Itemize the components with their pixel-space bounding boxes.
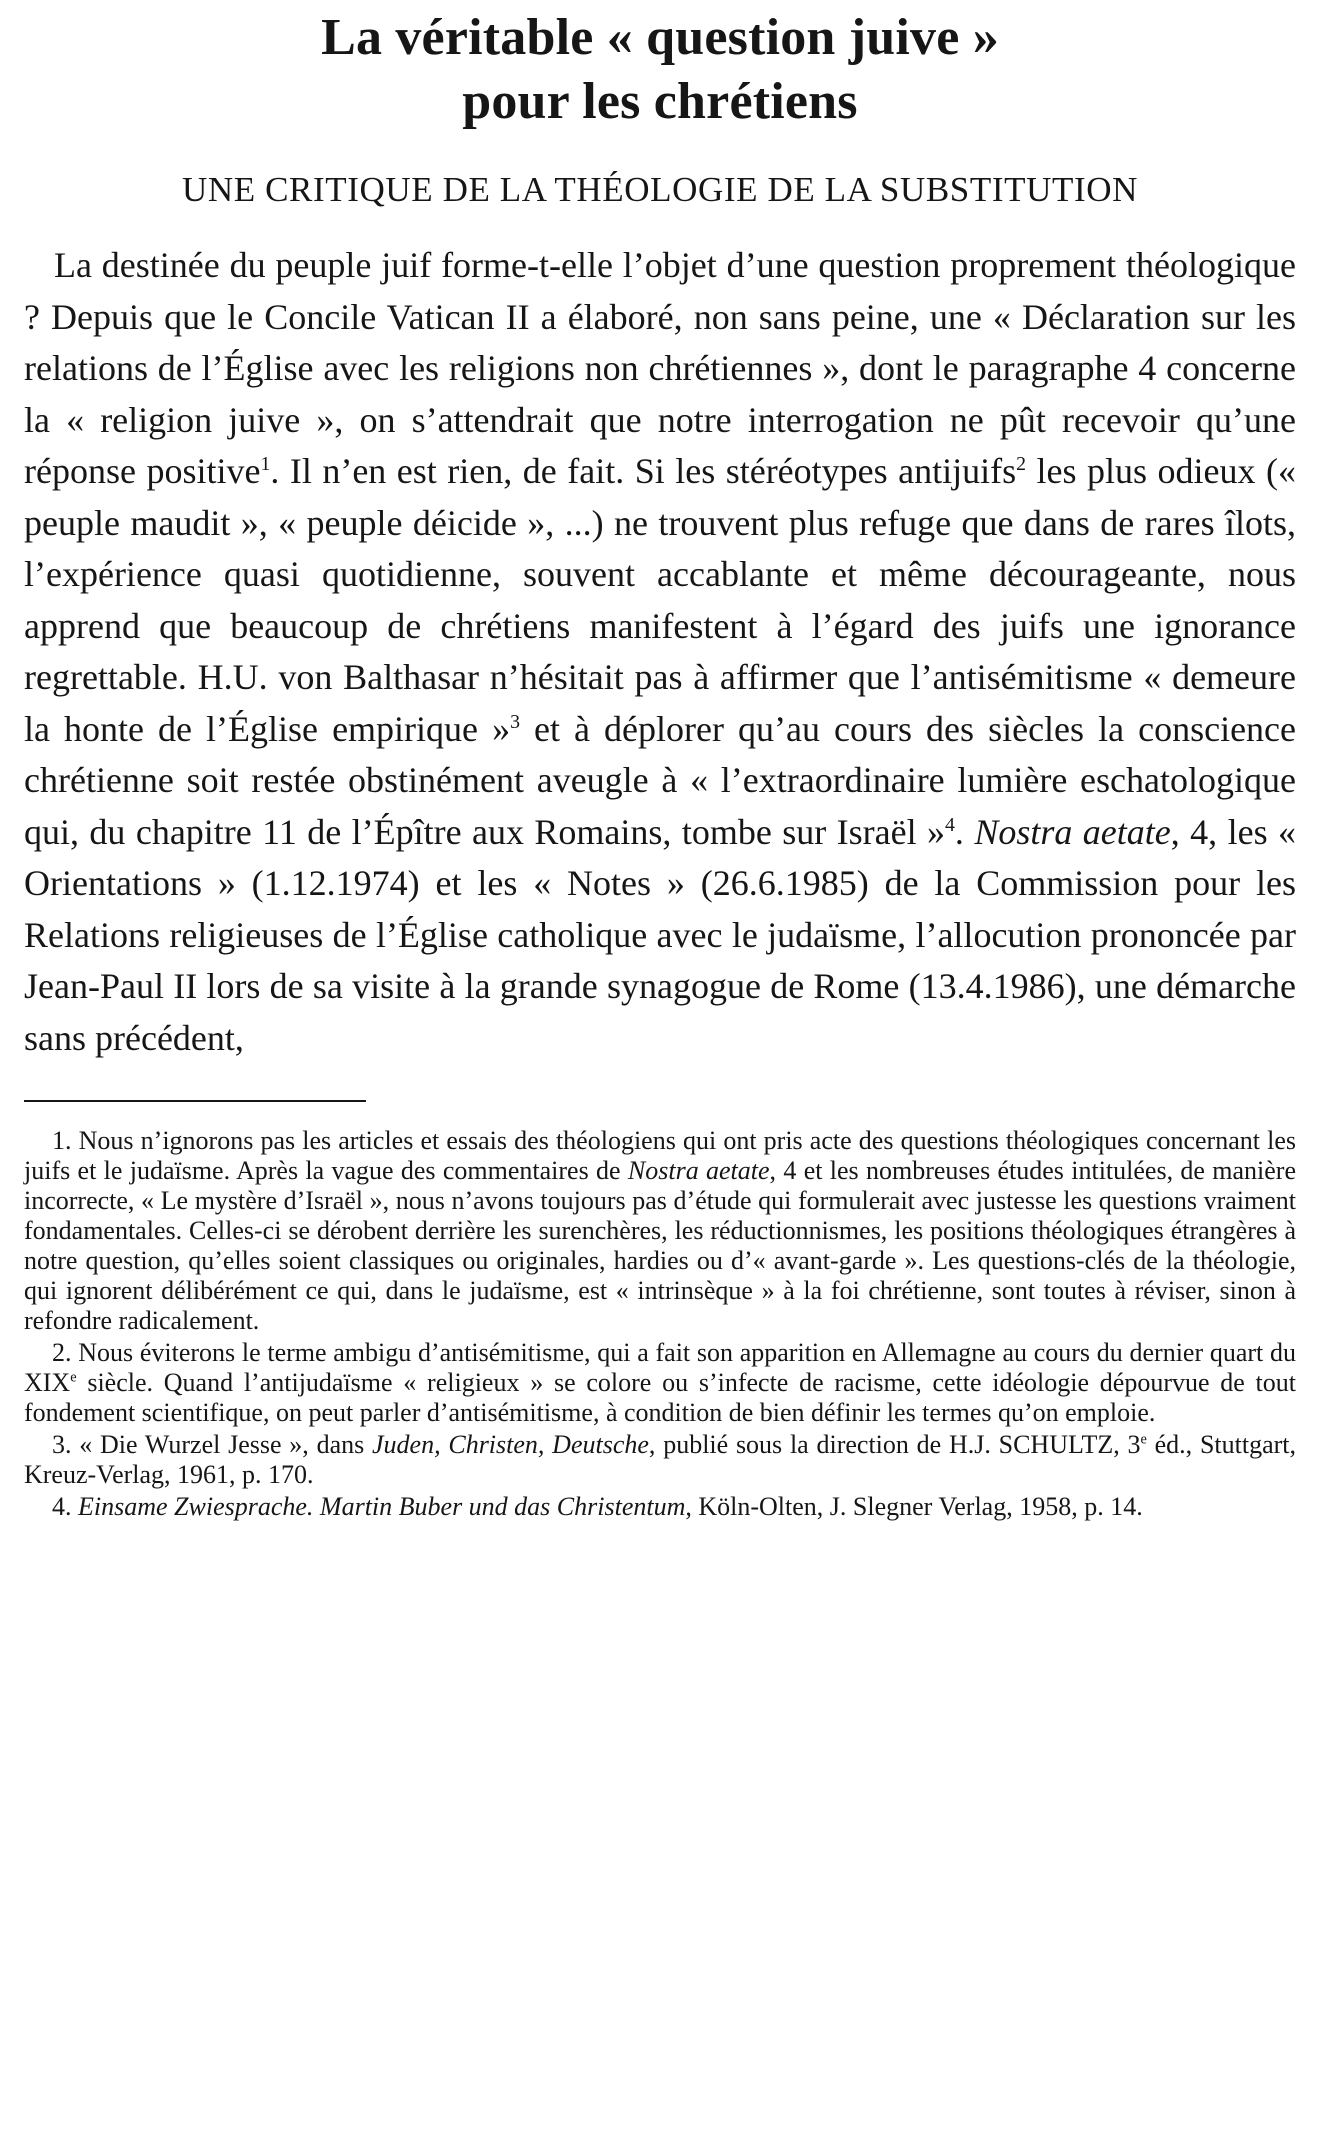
- footnote-1-text-b: , 4 et les nombreuses études intitulées, de manière incorrecte, « Le mystère d’Israël », nous n’avons toujours pas d’étude qui formulerait avec justesse les questions vraiment fondamentales. Celles-ci se dérobent derrière les surenchères, les réductionnismes, les positions théologiques étrangères à notre question, qu’elles soient classiques ou originales, hardies ou d’« avant-garde ». Les questions-clés de la théologie, qui ignorent délibérément ce qui, dans le judaïsme, est « intrinsèque » à la foi chrétienne, sont toutes à réviser, sinon à refondre radicalement.: [24, 1156, 1296, 1335]
- body-text-6: , 4, les « Orientations » (1.12.1974) et les « Notes » (26.6.1985) de la Commission pour les Relations religieuses de l’Église catholique avec le judaïsme, l’allocution prononcée par Jean-Paul II lors de sa visite à la grande synagogue de Rome (13.4.1986), une démarche sans précédent,: [24, 811, 1297, 1058]
- footnote-ref-2: 2: [1016, 453, 1027, 475]
- footnote-4-number: 4.: [52, 1492, 72, 1521]
- body-paragraph: [24, 240, 1296, 1064]
- footnote-4-text-b: , Köln-Olten, J. Slegner Verlag, 1958, p. 14.: [685, 1492, 1143, 1521]
- footnote-1-number: 1.: [52, 1126, 72, 1155]
- page: [24, 0, 1296, 1522]
- footnote-1: [24, 1126, 1296, 1336]
- footnote-divider: [24, 1100, 366, 1102]
- footnotes: [24, 1126, 1296, 1522]
- footnote-2-superscript: e: [70, 1369, 77, 1386]
- footnote-4-italic: Einsame Zwiesprache. Martin Buber und das Christentum: [71, 1492, 686, 1521]
- footnote-2-number: 2.: [52, 1338, 72, 1367]
- footnote-2-text-a: Nous éviterons le terme ambigu d’antisémitisme, qui a fait son apparition en Allemagne au cours du dernier quart du XIX: [24, 1338, 1296, 1397]
- footnote-3-text-c: éd., Stuttgart, Kreuz-Verlag, 1961, p. 170.: [24, 1430, 1297, 1489]
- footnote-3-text-a: « Die Wurzel Jesse », dans: [71, 1430, 372, 1459]
- title-line-2: pour les chrétiens: [462, 73, 858, 130]
- body-italic-nostra-aetate: Nostra aetate: [974, 811, 1171, 852]
- body-text-3: les plus odieux (« peuple maudit », « peuple déicide », ...) ne trouvent plus refuge que dans de rares îlots, l’expérience quasi quotidienne, souvent accablante et même décourageante, nous apprend que beaucoup de chrétiens manifestent à l’égard des juifs une ignorance regrettable. H.U. von Balthasar n’hésitait pas à affirmer que l’antisémitisme « demeure la honte de l’Église empirique »: [24, 451, 1296, 749]
- body-text-4: et à déplorer qu’au cours des siècles la conscience chrétienne soit restée obstinément aveugle à « l’extraordinaire lumière eschatologique qui, du chapitre 11 de l’Épître aux Romains, tombe sur Israël »: [24, 708, 1297, 852]
- footnote-3-text-b: , publié sous la direction de H.J. SCHULTZ, 3: [648, 1430, 1141, 1459]
- footnote-ref-4: 4: [945, 813, 955, 836]
- footnote-1-italic: Nostra aetate: [627, 1156, 770, 1185]
- footnote-ref-1: 1: [260, 453, 271, 475]
- body-text-5: .: [954, 811, 975, 852]
- footnote-3-number: 3.: [52, 1430, 72, 1459]
- footnote-3: [24, 1430, 1296, 1490]
- subtitle: UNE CRITIQUE DE LA THÉOLOGIE DE LA SUBSTITUTION: [182, 170, 1138, 209]
- footnote-2-text-b: siècle. Quand l’antijudaïsme « religieux » se colore ou s’infecte de racisme, cette idéologie dépourvue de tout fondement scientifique, on peut parler d’antisémitisme, à condition de bien définir les termes qu’on emploie.: [24, 1368, 1296, 1427]
- body-text-1: La destinée du peuple juif forme-t-elle l’objet d’une question proprement théologique ? Depuis que le Concile Vatican II a élaboré, non sans peine, une « Déclaration sur les relations de l’Église avec les religions non chrétiennes », dont le paragraphe 4 concerne la « religion juive », on s’attendrait que notre interrogation ne pût recevoir qu’une réponse positive: [24, 245, 1296, 491]
- title-line-1: La véritable « question juive »: [321, 9, 999, 66]
- footnote-2: [24, 1338, 1296, 1428]
- page-title: [24, 0, 1296, 134]
- body-text-2: . Il n’en est rien, de fait. Si les stéréotypes antijuifs: [270, 451, 1017, 491]
- footnote-3-italic: Juden, Christen, Deutsche: [372, 1430, 649, 1459]
- footnote-4: [24, 1492, 1296, 1522]
- footnote-ref-3: 3: [510, 710, 520, 733]
- footnote-3-superscript: e: [1140, 1431, 1147, 1448]
- footnote-1-text-a: Nous n’ignorons pas les articles et essais des théologiens qui ont pris acte des questions théologiques concernant les juifs et le judaïsme. Après la vague des commentaires de: [24, 1126, 1296, 1185]
